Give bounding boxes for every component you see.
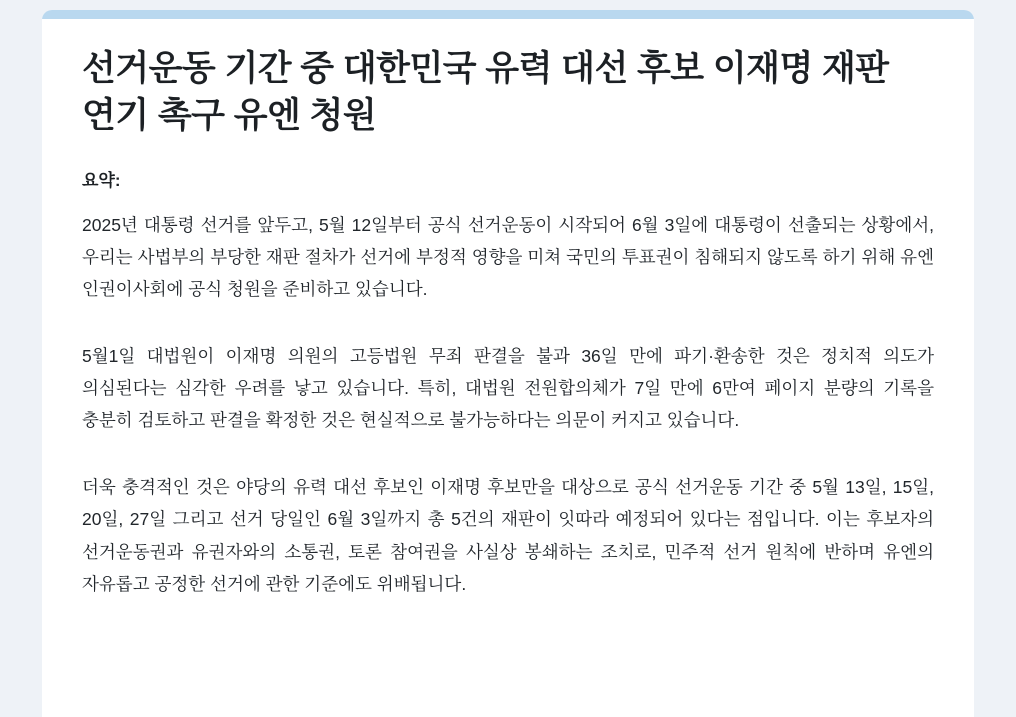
paragraph-1: 2025년 대통령 선거를 앞두고, 5월 12일부터 공식 선거운동이 시작되어 6월 3일에 대통령이 선출되는 상황에서, 우리는 사법부의 부당한 재판 절차가 선거에 부정적 영향을 미쳐 국민의 투표권이 침해되지 않도록 하기 위해 유엔 인권이사회에 공식 청원을 준비하고 있습니다. <box>82 214 934 300</box>
document-body <box>42 19 974 600</box>
document-accent-bar <box>42 10 974 19</box>
paragraph-2: 5월1일 대법원이 이재명 의원의 고등법원 무죄 판결을 불과 36일 만에 파기·환송한 것은 정치적 의도가 의심된다는 심각한 우려를 낳고 있습니다. 특히, 대법원 전원합의체가 7일 만에 6만여 페이지 분량의 기록을 충분히 검토하고 판결을 확정한 것은 현실적으로 불가능하다는 의문이 커지고 있습니다. <box>82 345 934 431</box>
summary-label: 요약: <box>82 170 121 190</box>
document-card <box>42 10 974 717</box>
paragraph-3: 더욱 충격적인 것은 야당의 유력 대선 후보인 이재명 후보만을 대상으로 공식 선거운동 기간 중 5월 13일, 15일, 20일, 27일 그리고 선거 당일인 6월 3일까지 총 5건의 재판이 잇따라 예정되어 있다는 점입니다. 이는 후보자의 선거운동권과 유권자와의 소통권, 토론 참여권을 사실상 봉쇄하는 조치로, 민주적 선거 원칙에 반하며 유엔의 자유롭고 공정한 선거에 관한 기준에도 위배됩니다. <box>82 476 934 594</box>
page-title: 선거운동 기간 중 대한민국 유력 대선 후보 이재명 재판 연기 촉구 유엔 청원 <box>82 49 889 136</box>
